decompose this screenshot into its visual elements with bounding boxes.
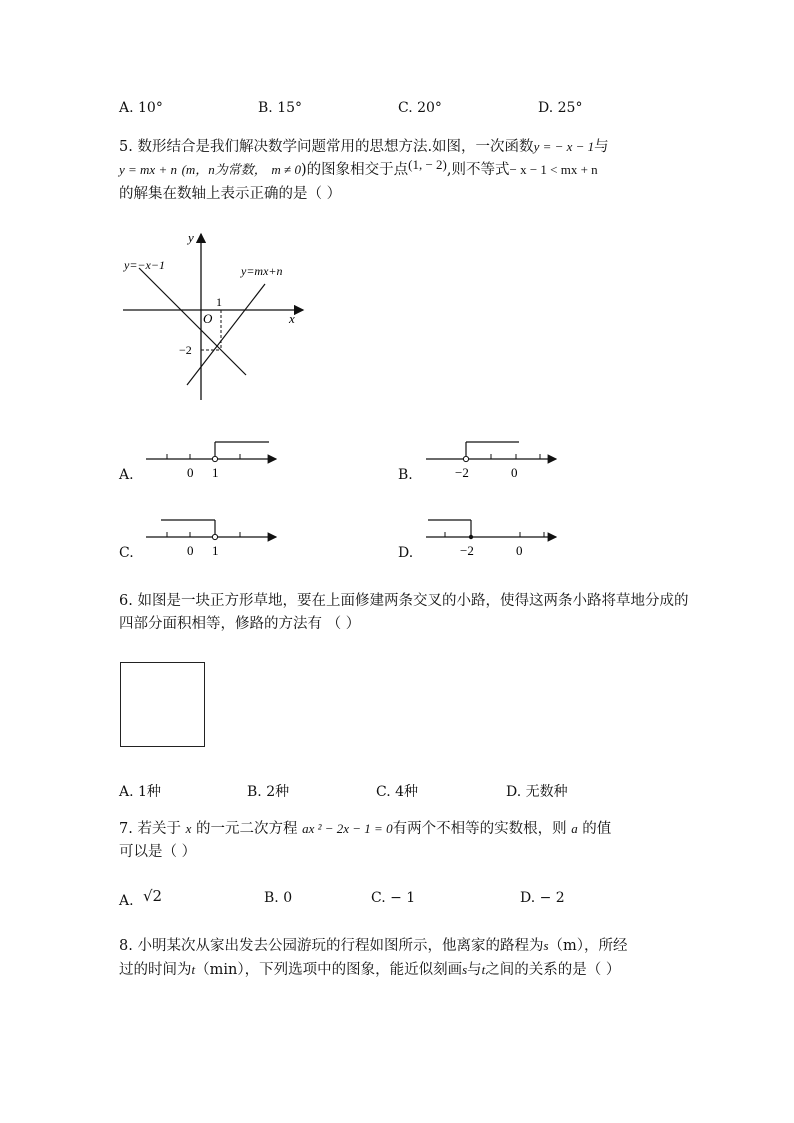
q7-option-d: D. − 2 bbox=[520, 890, 565, 906]
q5-inequality: − x − 1 < mx + n bbox=[509, 162, 598, 177]
q5-option-a-numberline bbox=[143, 438, 283, 480]
q5-line-3: 的解集在数轴上表示正确的是（ ） bbox=[119, 186, 342, 202]
q5-option-c-numberline bbox=[143, 516, 283, 558]
line2-label: y=mx+n bbox=[241, 264, 283, 278]
q7-text: 的值 bbox=[582, 821, 612, 837]
q4-option-b: B. 15° bbox=[258, 100, 303, 116]
q8-text: （min），下列选项中的图象，能近似刻画 bbox=[195, 962, 463, 978]
q5-function-graph bbox=[115, 228, 315, 406]
y-axis-label: y bbox=[188, 230, 194, 245]
q8-var-s: s bbox=[462, 962, 468, 977]
tick-neg2: −2 bbox=[460, 543, 474, 558]
q7-line-2: 可以是（ ） bbox=[119, 844, 197, 860]
q5-line-1 bbox=[119, 136, 609, 158]
q8-text: 与 bbox=[467, 962, 482, 978]
q5-line-2 bbox=[119, 159, 598, 181]
q6-line-2: 四部分面积相等，修路的方法有 （ ） bbox=[119, 616, 361, 632]
x-axis-label: x bbox=[289, 311, 295, 326]
q5-option-c-label: C. bbox=[119, 545, 134, 561]
line-y-mx-plus-n bbox=[187, 284, 265, 385]
tick-0: 0 bbox=[511, 465, 518, 480]
q8-line-1 bbox=[119, 935, 628, 957]
tick-0: 0 bbox=[187, 465, 194, 480]
q7-text: 有两个不相等的实数根，则 bbox=[392, 821, 567, 837]
tick-1: 1 bbox=[212, 543, 219, 558]
q8-var-s: s bbox=[543, 938, 549, 953]
tick-neg2: −2 bbox=[455, 465, 469, 480]
q8-var-t: t bbox=[191, 962, 196, 977]
q5-text: ,则不等式 bbox=[446, 162, 510, 178]
q7-text: 7. 若关于 bbox=[119, 821, 181, 837]
q5-text: (m，n为常数， bbox=[181, 162, 267, 177]
q5-option-b-label: B. bbox=[398, 467, 413, 483]
tick-0: 0 bbox=[516, 543, 523, 558]
q6-option-b: B. 2种 bbox=[247, 784, 290, 800]
q5-text: )的图象相交于点 bbox=[300, 162, 409, 178]
q7-var-x: x bbox=[185, 821, 192, 836]
q8-text: （m），所经 bbox=[548, 938, 628, 954]
origin-label: O bbox=[203, 311, 213, 326]
q6-option-a: A. 1种 bbox=[119, 784, 161, 800]
q7-equation: ax ² − 2x − 1 = 0 bbox=[302, 821, 393, 836]
q5-condition: m ≠ 0 bbox=[271, 162, 301, 177]
q4-option-c: C. 20° bbox=[398, 100, 442, 116]
q7-line-1 bbox=[119, 818, 611, 840]
q5-option-b-numberline bbox=[423, 438, 563, 480]
q6-option-c: C. 4种 bbox=[376, 784, 419, 800]
q7-text: 的一元二次方程 bbox=[195, 821, 298, 837]
q5-option-a-label: A. bbox=[119, 467, 134, 483]
q4-option-a: A. 10° bbox=[119, 100, 163, 116]
q8-line-2 bbox=[119, 959, 620, 981]
q6-line-1: 6. 如图是一块正方形草地，要在上面修建两条交叉的小路，使得这两条小路将草地分成的 bbox=[119, 593, 689, 609]
tick-1: 1 bbox=[212, 465, 219, 480]
q5-eq2: y = mx + n bbox=[119, 162, 177, 177]
q8-var-t: t bbox=[481, 962, 486, 977]
q6-square-figure bbox=[120, 662, 205, 747]
q7-var-a: a bbox=[571, 821, 578, 836]
q8-text: 8. 小明某次从家出发去公园游玩的行程如图所示，他离家的路程为 bbox=[119, 938, 544, 954]
q7-option-a-value: √2 bbox=[143, 887, 163, 905]
q8-text: 之间的关系的是（ ） bbox=[485, 962, 621, 978]
q7-option-a: A. bbox=[119, 893, 134, 909]
q5-text: 与 bbox=[594, 139, 609, 155]
tick-label-1: 1 bbox=[216, 295, 222, 309]
q5-eq1: y = − x − 1 bbox=[533, 139, 595, 154]
tick-0: 0 bbox=[187, 543, 194, 558]
tick-label-neg2: −2 bbox=[179, 343, 192, 357]
q7-option-b: B. 0 bbox=[264, 890, 293, 906]
q5-point: (1, − 2) bbox=[408, 157, 447, 172]
line1-label: y=−x−1 bbox=[124, 258, 165, 272]
q5-option-d-label: D. bbox=[398, 545, 414, 561]
line-y-neg-x-minus-1 bbox=[139, 268, 246, 375]
q7-option-c: C. − 1 bbox=[371, 890, 416, 906]
q5-text: 5. 数形结合是我们解决数学问题常用的思想方法.如图，一次函数 bbox=[119, 139, 534, 155]
q5-option-d-numberline bbox=[423, 516, 563, 558]
q8-text: 过的时间为 bbox=[119, 962, 192, 978]
q4-option-d: D. 25° bbox=[538, 100, 583, 116]
q6-option-d: D. 无数种 bbox=[506, 784, 568, 800]
